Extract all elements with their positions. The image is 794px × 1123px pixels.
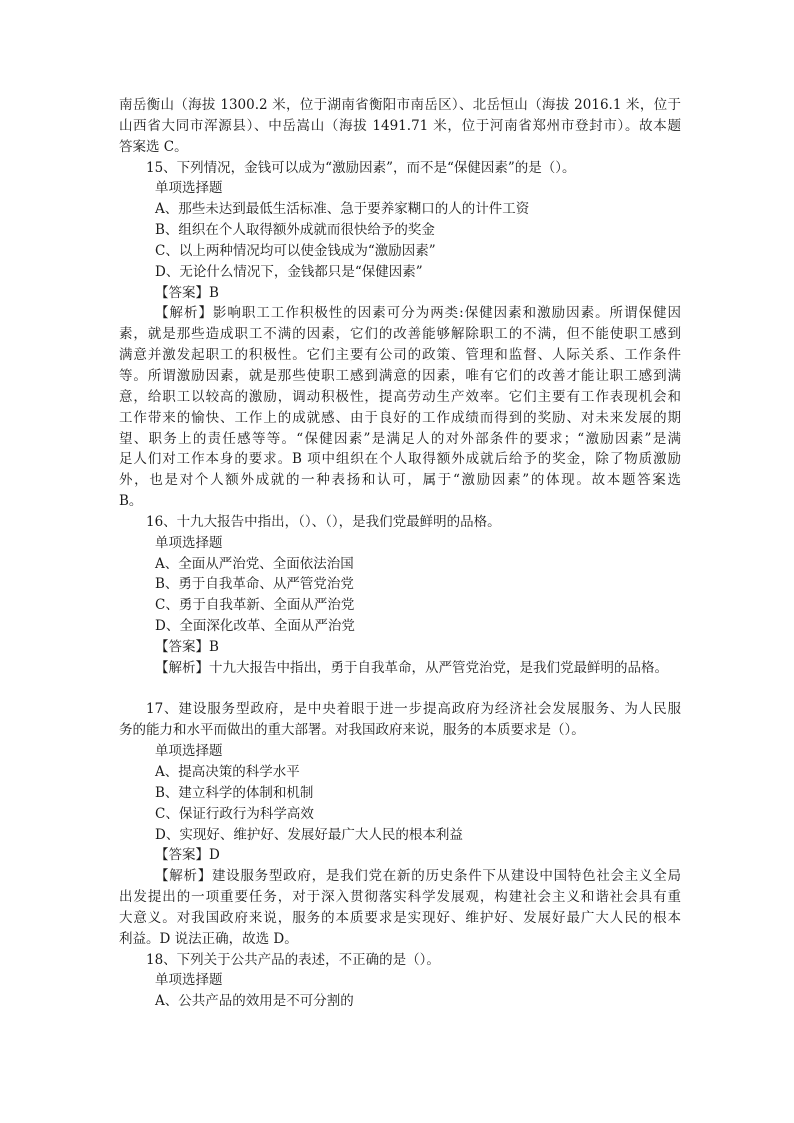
question-16-option-a: A、全面从严治党、全面依法治国 [155, 555, 354, 572]
question-15-analysis-line: 望、职务上的责任感等等。“保健因素”是满足人的对外部条件的要求；“激励因素”是满 [119, 430, 681, 447]
question-16-option-b: B、勇于自我革命、从严管党治党 [155, 576, 354, 593]
question-17-option-d: D、实现好、维护好、发展好最广大人民的根本利益 [155, 826, 463, 843]
question-16-type: 单项选择题 [155, 534, 223, 551]
question-16-answer: 【答案】B [155, 638, 219, 655]
question-17-analysis-line: 大意义。对我国政府来说，服务的本质要求是实现好、维护好、发展好最广大人民的根本 [119, 909, 681, 926]
question-16-option-d: D、全面深化改革、全面从严治党 [155, 618, 355, 635]
question-18-option-a: A、公共产品的效用是不可分割的 [155, 993, 354, 1010]
question-18-type: 单项选择题 [155, 972, 223, 989]
question-17-answer: 【答案】D [155, 847, 220, 864]
question-15-option-b: B、组织在个人取得额外成就而很快给予的奖金 [155, 222, 435, 239]
intro-line: 南岳衡山（海拔 1300.2 米，位于湖南省衡阳市南岳区）、北岳恒山（海拔 2016.1 米，位于 [119, 97, 681, 113]
question-15-analysis-line: 【解析】影响职工工作积极性的因素可分为两类:保健因素和激励因素。所谓保健因 [155, 305, 681, 322]
question-17-type: 单项选择题 [155, 743, 223, 760]
question-16-text: 16、十九大报告中指出，（）、（），是我们党最鲜明的品格。 [146, 513, 501, 530]
question-15-analysis-line: 素，就是那些造成职工不满的因素，它们的改善能够解除职工的不满，但不能使职工感到 [119, 326, 681, 343]
intro-line: 答案选 C。 [119, 138, 188, 155]
question-15-analysis-line: 意，给职工以较高的激励，调动积极性，提高劳动生产效率。它们主要有工作表现机会和 [119, 388, 681, 405]
question-15-option-c: C、以上两种情况均可以使金钱成为“激励因素” [155, 242, 436, 259]
question-15-text: 15、下列情况，金钱可以成为“激励因素”，而不是“保健因素”的是（）。 [146, 159, 576, 176]
question-15-answer: 【答案】B [155, 284, 219, 301]
question-15-analysis-line: 满意并激发起职工的积极性。它们主要有公司的政策、管理和监督、人际关系、工作条件 [119, 347, 681, 364]
spacer [119, 679, 681, 700]
question-15-analysis-line: 外，也是对个人额外成就的一种表扬和认可，属于“激励因素”的体现。故本题答案选 [119, 472, 681, 489]
question-15-type: 单项选择题 [155, 180, 223, 197]
question-17-text: 务的能力和水平而做出的重大部署。对我国政府来说，服务的本质要求是（）。 [119, 722, 585, 739]
question-17-analysis-line: 出发提出的一项重要任务，对于深入贯彻落实科学发展观，构建社会主义和谐社会具有重 [119, 889, 681, 906]
question-18-text: 18、下列关于公共产品的表述，不正确的是（）。 [146, 951, 440, 968]
question-15-analysis-line: B。 [119, 493, 143, 510]
question-17-option-b: B、建立科学的体制和机制 [155, 784, 314, 801]
question-17-analysis-line: 【解析】建设服务型政府，是我们党在新的历史条件下从建设中国特色社会主义全局 [155, 868, 681, 885]
question-17-option-a: A、提高决策的科学水平 [155, 764, 300, 780]
question-15-option-a: A、那些未达到最低生活标准、急于要养家糊口的人的计件工资 [155, 201, 530, 218]
intro-line: 山西省大同市浑源县）、中岳嵩山（海拔 1491.71 米，位于河南省郑州市登封市）。故本题 [119, 117, 681, 134]
question-16-option-c: C、勇于自我革新、全面从严治党 [155, 597, 355, 614]
question-17-option-c: C、保证行政行为科学高效 [155, 805, 314, 822]
question-15-analysis-line: 等。所谓激励因素，就是那些使职工感到满意的因素，唯有它们的改善才能让职工感到满 [119, 367, 681, 384]
question-15-option-d: D、无论什么情况下，金钱都只是“保健因素” [155, 263, 423, 280]
question-16-analysis-line: 【解析】十九大报告中指出，勇于自我革命，从严管党治党，是我们党最鲜明的品格。 [155, 659, 668, 676]
question-15-analysis-line: 足人们对工作本身的要求。B 项中组织在个人取得额外成就后给予的奖金，除了物质激励 [119, 451, 681, 468]
question-17-analysis-line: 利益。D 说法正确，故选 D。 [119, 930, 298, 947]
document-page [119, 95, 681, 1012]
question-17-text: 17、建设服务型政府，是中央着眼于进一步提高政府为经济社会发展服务、为人民服 [146, 701, 681, 718]
question-15-analysis-line: 工作带来的愉快、工作上的成就感、由于良好的工作成绩而得到的奖励、对未来发展的期 [119, 409, 681, 426]
